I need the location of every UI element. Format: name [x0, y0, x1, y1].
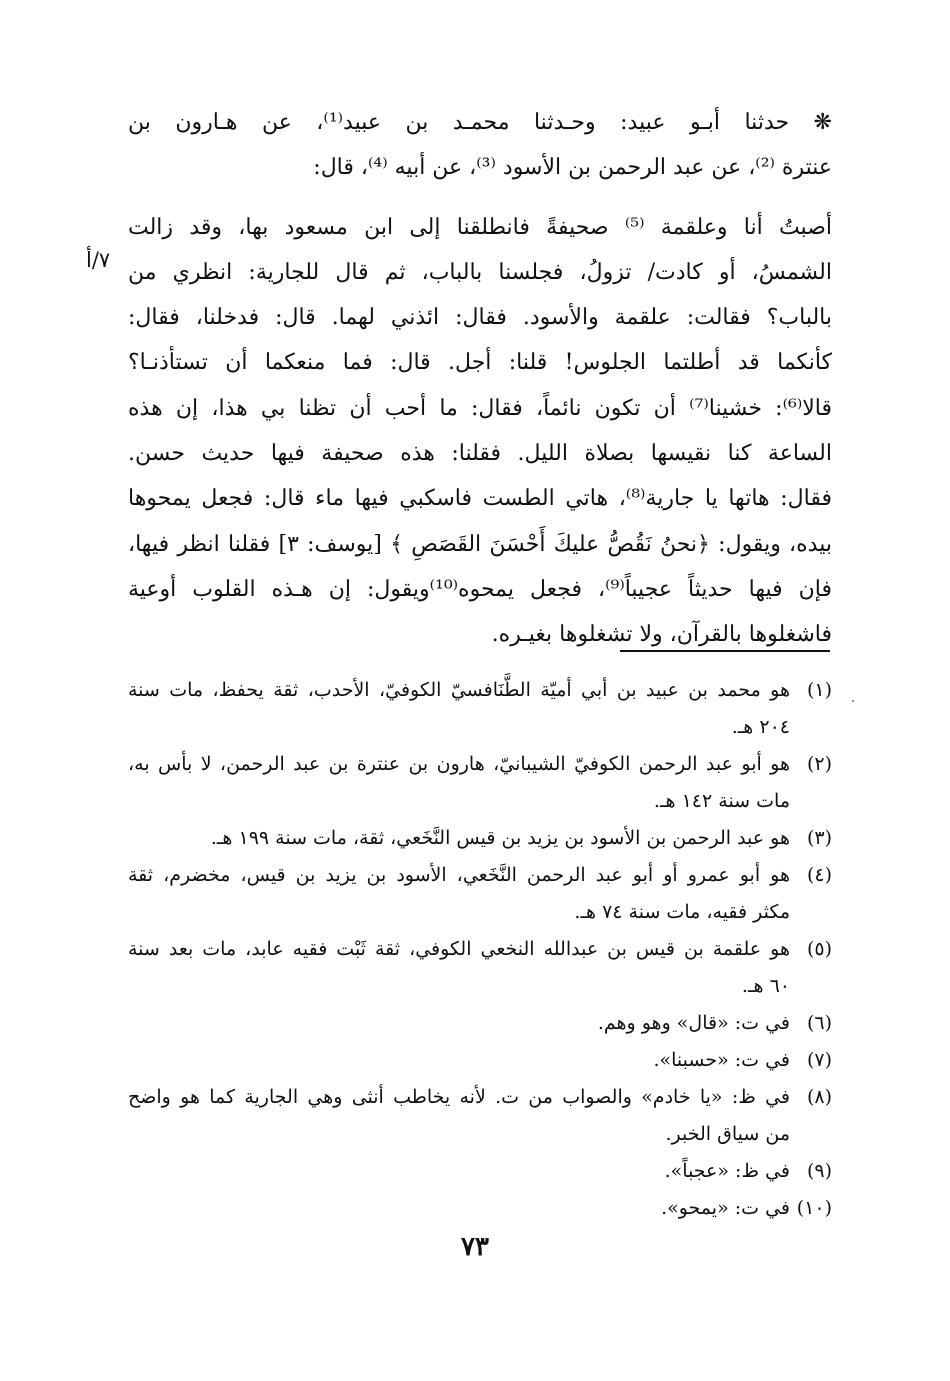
footnote-continuation: مكثر فقيه، مات سنة ٧٤ هـ. [574, 901, 790, 923]
footnote-number: (٥) [806, 938, 832, 960]
main-line: أصبتُ أنا وعلقمة ⁽⁵⁾ صحيفةً فانطلقنا إلى ابن مسعود بها، وقد زالت [128, 214, 832, 240]
manuscript-folio-marker: ٧/أ [86, 248, 111, 272]
footnote-continuation: مات سنة ١٤٢ هـ. [653, 790, 790, 812]
footnote-continuation: من سياق الخبر. [665, 1123, 790, 1145]
scan-speck [852, 700, 854, 702]
main-line: الشمسُ، أو كادت/ تزولُ، فجلسنا بالباب، ثم قال للجارية: انظري من [128, 259, 832, 285]
main-line: قالا⁽⁶⁾: خشينا⁽⁷⁾ أن تكون نائماً، فقال: ما أحب أن تظنا بي هذا، إن هذه [128, 395, 832, 421]
main-line: الساعة كنا نقيسها بصلاة الليل. فقلنا: هذه صحيفة فيها حديث حسن. [128, 441, 832, 467]
footnote-number: (٧) [806, 1049, 832, 1071]
footnote-text: في ظ: «عجباً». [664, 1160, 790, 1182]
main-line: فاشغلوها بالقرآن، ولا تشغلوها بغيـره. [491, 622, 832, 648]
footnote-number: (٤) [806, 864, 832, 886]
main-line: فقال: هاتها يا جارية⁽⁸⁾، هاتي الطست فاسكبي فيها ماء قال: فجعل يمحوها [128, 486, 832, 512]
footnote-text: في ت: «قال» وهو وهم. [597, 1012, 790, 1034]
page-number: ٧٣ [461, 1232, 489, 1262]
footnote [128, 857, 832, 931]
footnote [128, 1079, 832, 1153]
main-line: بيده، ويقول: ﴿نحنُ نَقُصُّ عليكَ أَحْسَنَ القَصَصِ ﴾ [يوسف: ٣] فقلنا انظر فيها، [128, 531, 832, 557]
main-line: بالباب؟ فقالت: علقمة والأسود. فقال: ائذني لهما. قال: فدخلنا، فقال: [128, 305, 832, 331]
footnote-number: (٩) [806, 1160, 832, 1182]
footnote-continuation: ٦٠ هـ. [741, 975, 790, 997]
footnote-text: هو أبو عمرو أو أبو عبد الرحمن النَّخَعي، الأسود بن يزيد بن قيس، مخضرم، ثقة [128, 864, 790, 886]
footnote [128, 931, 832, 1005]
footnote-number: (١) [806, 679, 832, 701]
footnote-text: هو عبد الرحمن بن الأسود بن يزيد بن قيس النَّخَعي، ثقة، مات سنة ١٩٩ هـ. [210, 827, 790, 849]
main-text [128, 100, 832, 658]
footnote [128, 672, 832, 746]
main-line: عنترة ⁽²⁾، عن عبد الرحمن بن الأسود ⁽³⁾، عن أبيه ⁽⁴⁾، قال: [313, 155, 832, 181]
footnote-number: (٣) [806, 827, 832, 849]
footnote-number: (٢) [806, 753, 832, 775]
footnote-number: (٦) [806, 1012, 832, 1034]
footnote-number: (٨) [806, 1086, 832, 1108]
footnote [128, 746, 832, 820]
footnotes [128, 672, 832, 1227]
footnote [128, 1042, 832, 1079]
footnote-text: في ظ: «يا خادم» والصواب من ت. لأنه يخاطب أنثى وهي الجارية كما هو واضح [128, 1086, 790, 1108]
footnote [128, 820, 832, 857]
footnote-text: في ت: «حسبنا». [653, 1049, 790, 1071]
footnote-separator [620, 650, 830, 652]
footnote [128, 1005, 832, 1042]
main-line: كأنكما قد أطلتما الجلوس! قلنا: أجل. قال: فما منعكما أن تستأذنـا؟ [128, 350, 832, 376]
footnote-text: هو أبو عبد الرحمن الكوفيّ الشيبانيّ، هارون بن عنترة بن عبد الرحمن، لا بأس به، [128, 753, 790, 775]
footnote-continuation: ٢٠٤ هـ. [731, 716, 790, 738]
footnote [128, 1153, 832, 1190]
footnote-text: هو محمد بن عبيد بن أبي أميّة الطَّنَافسيّ الكوفيّ، الأحدب، ثقة يحفظ، مات سنة [128, 679, 790, 701]
footnote-text: هو علقمة بن قيس بن عبدالله النخعي الكوفي، ثقة ثَبْت فقيه عابد، مات بعد سنة [128, 938, 790, 960]
footnote [128, 1190, 832, 1227]
main-line: ❋ حدثنا أبـو عبيد: وحـدثنا محمـد بن عبيد⁽¹⁾، عن هـارون بن [128, 110, 832, 135]
footnote-number: (١٠) [796, 1197, 832, 1219]
main-line: فإن فيها حديثاً عجيباً⁽⁹⁾، فجعل يمحوه⁽¹⁰⁾ويقول: إن هـذه القلوب أوعية [128, 576, 832, 602]
footnote-text: في ت: «يمحو». [661, 1197, 790, 1219]
